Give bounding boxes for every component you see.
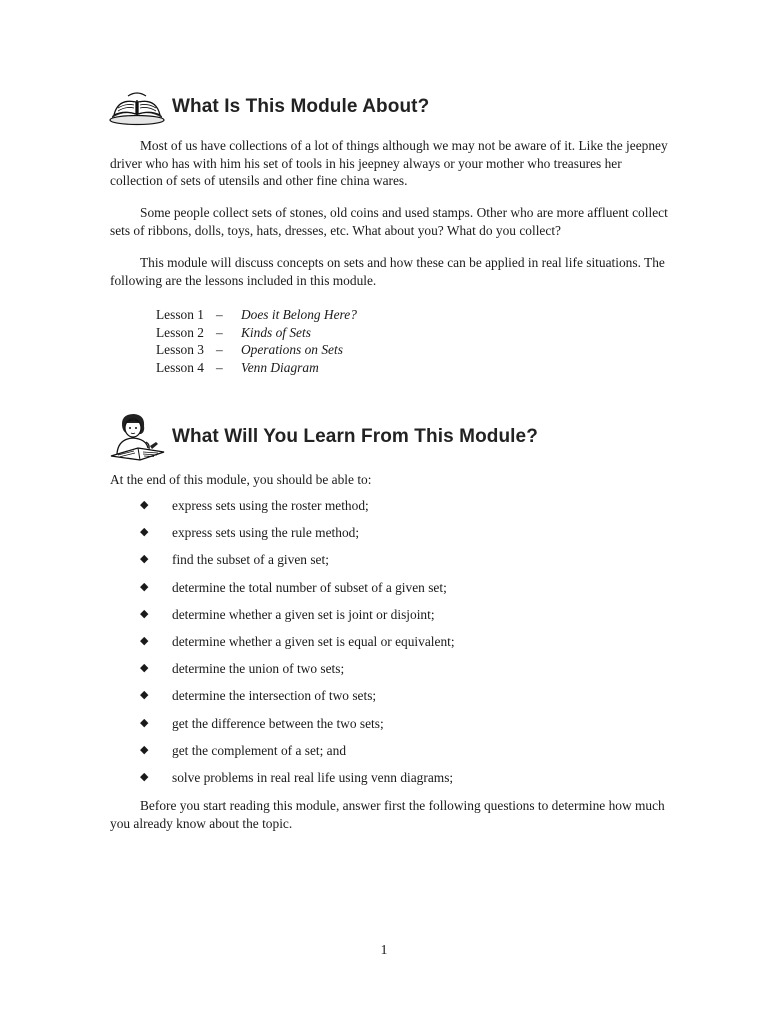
diamond-bullet-icon: ◆: [140, 580, 149, 593]
closing-paragraph: Before you start reading this module, answer first the following questions to determine how much you already know about the topic.: [110, 798, 665, 831]
list-item: ◆ determine the total number of subset of a given set;: [140, 579, 447, 595]
list-item: ◆ determine the intersection of two sets;: [140, 688, 377, 704]
diamond-bullet-icon: ◆: [140, 743, 149, 756]
diamond-bullet-icon: ◆: [140, 770, 149, 783]
paragraph-collectors: Some people collect sets of stones, old coins and used stamps. Other who are more affluent collect sets of ribbons, dolls, toys, hats, dresses, etc. What about you? What do you collect?: [110, 205, 668, 238]
lesson-item: Lesson 3 – Operations on Sets: [156, 342, 343, 358]
objectives-list: [140, 497, 455, 796]
diamond-bullet-icon: ◆: [140, 634, 149, 647]
list-item: ◆ express sets using the roster method;: [140, 498, 369, 513]
list-item: ◆ determine whether a given set is equal or equivalent;: [140, 633, 455, 649]
lesson-list: [156, 306, 357, 376]
list-item: ◆ express sets using the rule method;: [140, 525, 360, 541]
list-item: ◆ get the complement of a set; and: [140, 742, 347, 758]
diamond-bullet-icon: ◆: [140, 689, 149, 702]
list-item: ◆ solve problems in real real life using venn diagrams;: [140, 769, 454, 785]
diamond-bullet-icon: ◆: [140, 716, 149, 729]
lesson-item: Lesson 2 – Kinds of Sets: [156, 324, 311, 340]
section-heading-text: What Will You Learn From This Module?: [172, 426, 538, 447]
reading-student-icon: [108, 412, 166, 462]
objectives-intro: At the end of this module, you should be able to:: [110, 472, 372, 487]
diamond-bullet-icon: ◆: [140, 607, 149, 620]
list-item: ◆ find the subset of a given set;: [140, 552, 329, 568]
list-item: ◆ determine whether a given set is joint or disjoint;: [140, 606, 435, 622]
diamond-bullet-icon: ◆: [140, 499, 149, 511]
section-heading-module-about: [108, 88, 429, 126]
diamond-bullet-icon: ◆: [140, 662, 149, 675]
diamond-bullet-icon: ◆: [140, 526, 149, 539]
section-heading-text: What Is This Module About?: [172, 96, 430, 117]
diamond-bullet-icon: ◆: [140, 553, 149, 566]
section-heading-learn: [108, 412, 538, 462]
paragraph-collections: Most of us have collections of a lot of things although we may not be aware of it. Like the jeepney driver who has with him his set of tools in his jeepney always or your mother who treasures her collection of sets of utensils and other fine china wares.: [110, 138, 668, 189]
lesson-item: Lesson 4 – Venn Diagram: [156, 359, 319, 375]
lesson-item: Lesson 1 – Does it Belong Here?: [156, 307, 357, 322]
paragraph-module-scope: This module will discuss concepts on sets and how these can be applied in real life situations. The following are the lessons included in this module.: [110, 255, 665, 288]
list-item: ◆ get the difference between the two sets;: [140, 715, 384, 731]
list-item: ◆ determine the union of two sets;: [140, 661, 345, 677]
open-book-icon: [108, 88, 166, 126]
page-number: 1: [380, 943, 388, 958]
